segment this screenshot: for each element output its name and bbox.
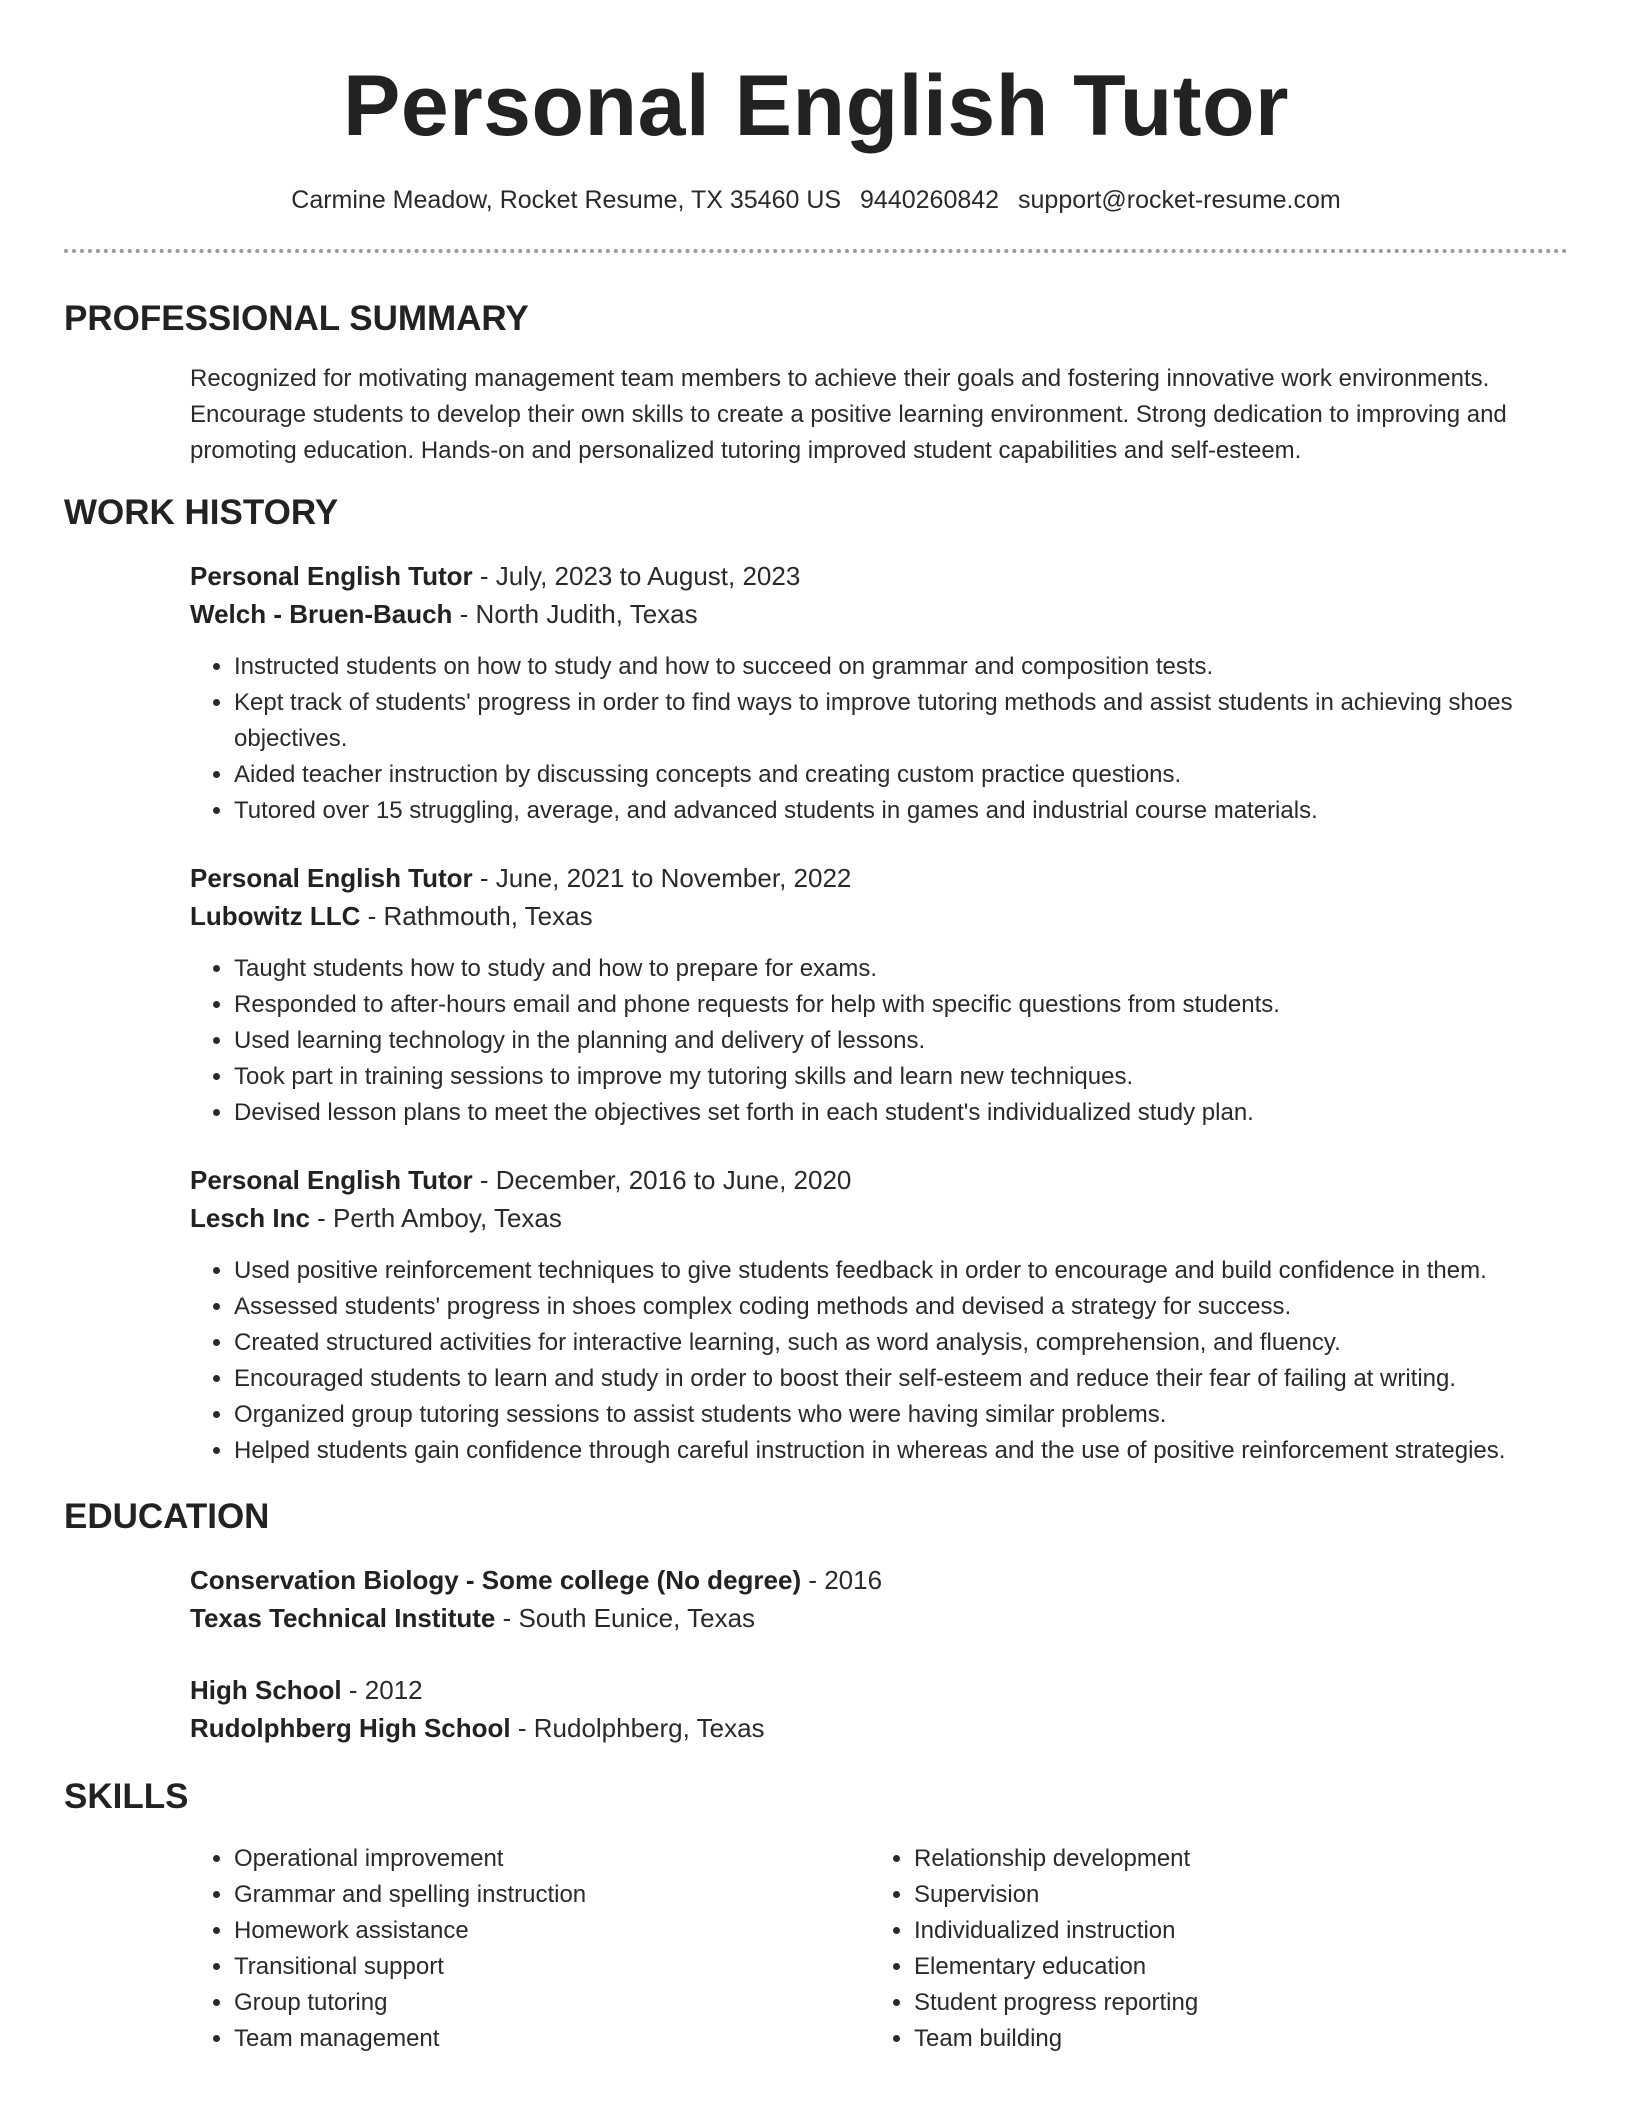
- job-location: - Perth Amboy, Texas: [309, 1203, 562, 1233]
- job-role: Personal English Tutor: [190, 561, 473, 591]
- education-entry: [190, 1561, 1568, 1637]
- contact-address: Carmine Meadow, Rocket Resume, TX 35460 US: [291, 186, 842, 214]
- job-dates: - July, 2023 to August, 2023: [472, 561, 801, 591]
- job-role: Personal English Tutor: [190, 863, 473, 893]
- job-entry: [190, 1161, 1568, 1469]
- job-bullet: • Used learning technology in the planning and delivery of lessons.: [234, 1023, 1568, 1059]
- job-bullet: • Took part in training sessions to improve my tutoring skills and learn new techniques.: [234, 1059, 1568, 1095]
- skill-item: • Team management: [234, 2021, 870, 2057]
- contact-line: [64, 184, 1568, 216]
- skill-item: • Supervision: [914, 1877, 1550, 1913]
- degree-name: High School: [190, 1675, 342, 1705]
- job-bullet: • Aided teacher instruction by discussing concepts and creating custom practice questions.: [234, 757, 1568, 793]
- job-bullets: [190, 649, 1568, 829]
- job-bullet: • Assessed students' progress in shoes complex coding methods and devised a strategy for success.: [234, 1289, 1568, 1325]
- job-title-line: [190, 1161, 1568, 1199]
- contact-email: support@rocket-resume.com: [1018, 186, 1341, 214]
- skill-item: • Transitional support: [234, 1949, 870, 1985]
- job-company: Lubowitz LLC: [190, 901, 361, 931]
- job-dates: - December, 2016 to June, 2020: [472, 1165, 852, 1195]
- job-company: Welch - Bruen-Bauch: [190, 599, 453, 629]
- job-bullet: • Kept track of students' progress in order to find ways to improve tutoring methods and assist students in achieving shoes objectives.: [234, 685, 1568, 757]
- skill-item: • Grammar and spelling instruction: [234, 1877, 870, 1913]
- summary-text: Recognized for motivating management team members to achieve their goals and fostering innovative work environments. Encourage students to develop their own skills to create a positive learning environment. Strong dedication to improving and promoting education. Hands-on and personalized tutoring improved student capabilities and self-esteem.: [190, 365, 1507, 464]
- job-role: Personal English Tutor: [190, 1165, 473, 1195]
- job-title-line: [190, 859, 1568, 897]
- job-company: Lesch Inc: [190, 1203, 310, 1233]
- summary-section: [64, 297, 1568, 469]
- job-bullet: • Responded to after-hours email and phone requests for help with specific questions from students.: [234, 987, 1568, 1023]
- school-line: [190, 1599, 1568, 1637]
- job-bullet: • Devised lesson plans to meet the objectives set forth in each student's individualized study plan.: [234, 1095, 1568, 1131]
- degree-year: - 2012: [341, 1675, 423, 1705]
- job-entry: [190, 557, 1568, 829]
- skills-column-left: [190, 1841, 870, 2057]
- skills-column-right: [870, 1841, 1550, 2057]
- job-company-line: [190, 1199, 1568, 1237]
- education-title: EDUCATION: [64, 1497, 270, 1536]
- skills-grid: [190, 1841, 1568, 2057]
- summary-title: PROFESSIONAL SUMMARY: [64, 299, 529, 338]
- job-bullet: • Used positive reinforcement techniques to give students feedback in order to encourage and build confidence in them.: [234, 1253, 1568, 1289]
- job-bullet: • Instructed students on how to study and how to succeed on grammar and composition tests.: [234, 649, 1568, 685]
- school-name: Texas Technical Institute: [190, 1603, 496, 1633]
- work-history-title: WORK HISTORY: [64, 493, 339, 532]
- job-company-line: [190, 897, 1568, 935]
- job-bullet: • Tutored over 15 struggling, average, and advanced students in games and industrial course materials.: [234, 793, 1568, 829]
- job-bullet: • Created structured activities for interactive learning, such as word analysis, comprehension, and fluency.: [234, 1325, 1568, 1361]
- skill-item: • Individualized instruction: [914, 1913, 1550, 1949]
- degree-line: [190, 1671, 1568, 1709]
- degree-line: [190, 1561, 1568, 1599]
- skill-item: • Group tutoring: [234, 1985, 870, 2021]
- skills-title: SKILLS: [64, 1777, 189, 1816]
- job-location: - North Judith, Texas: [452, 599, 698, 629]
- skill-item: • Relationship development: [914, 1841, 1550, 1877]
- job-entry: [190, 859, 1568, 1131]
- job-location: - Rathmouth, Texas: [360, 901, 593, 931]
- degree-year: - 2016: [801, 1565, 883, 1595]
- work-history-section: [64, 491, 1568, 1469]
- skill-item: • Elementary education: [914, 1949, 1550, 1985]
- education-section: [64, 1495, 1568, 1747]
- skill-item: • Homework assistance: [234, 1913, 870, 1949]
- skill-item: • Operational improvement: [234, 1841, 870, 1877]
- degree-name: Conservation Biology - Some college (No degree): [190, 1565, 802, 1595]
- school-location: - South Eunice, Texas: [495, 1603, 756, 1633]
- job-bullets: [190, 951, 1568, 1131]
- skills-section: [64, 1775, 1568, 2057]
- job-bullet: • Encouraged students to learn and study in order to boost their self-esteem and reduce their fear of failing at writing.: [234, 1361, 1568, 1397]
- header-divider: [64, 249, 1568, 253]
- school-line: [190, 1709, 1568, 1747]
- job-dates: - June, 2021 to November, 2022: [472, 863, 852, 893]
- skill-item: • Team building: [914, 2021, 1550, 2057]
- job-bullet: • Helped students gain confidence through careful instruction in whereas and the use of positive reinforcement strategies.: [234, 1433, 1568, 1469]
- job-company-line: [190, 595, 1568, 633]
- job-title-line: [190, 557, 1568, 595]
- job-bullets: [190, 1253, 1568, 1469]
- contact-phone: 9440260842: [860, 186, 1000, 214]
- job-bullet: • Taught students how to study and how to prepare for exams.: [234, 951, 1568, 987]
- skill-item: • Student progress reporting: [914, 1985, 1550, 2021]
- resume-name: Personal English Tutor: [343, 58, 1289, 154]
- school-name: Rudolphberg High School: [190, 1713, 511, 1743]
- school-location: - Rudolphberg, Texas: [510, 1713, 765, 1743]
- education-entry: [190, 1671, 1568, 1747]
- job-bullet: • Organized group tutoring sessions to assist students who were having similar problems.: [234, 1397, 1568, 1433]
